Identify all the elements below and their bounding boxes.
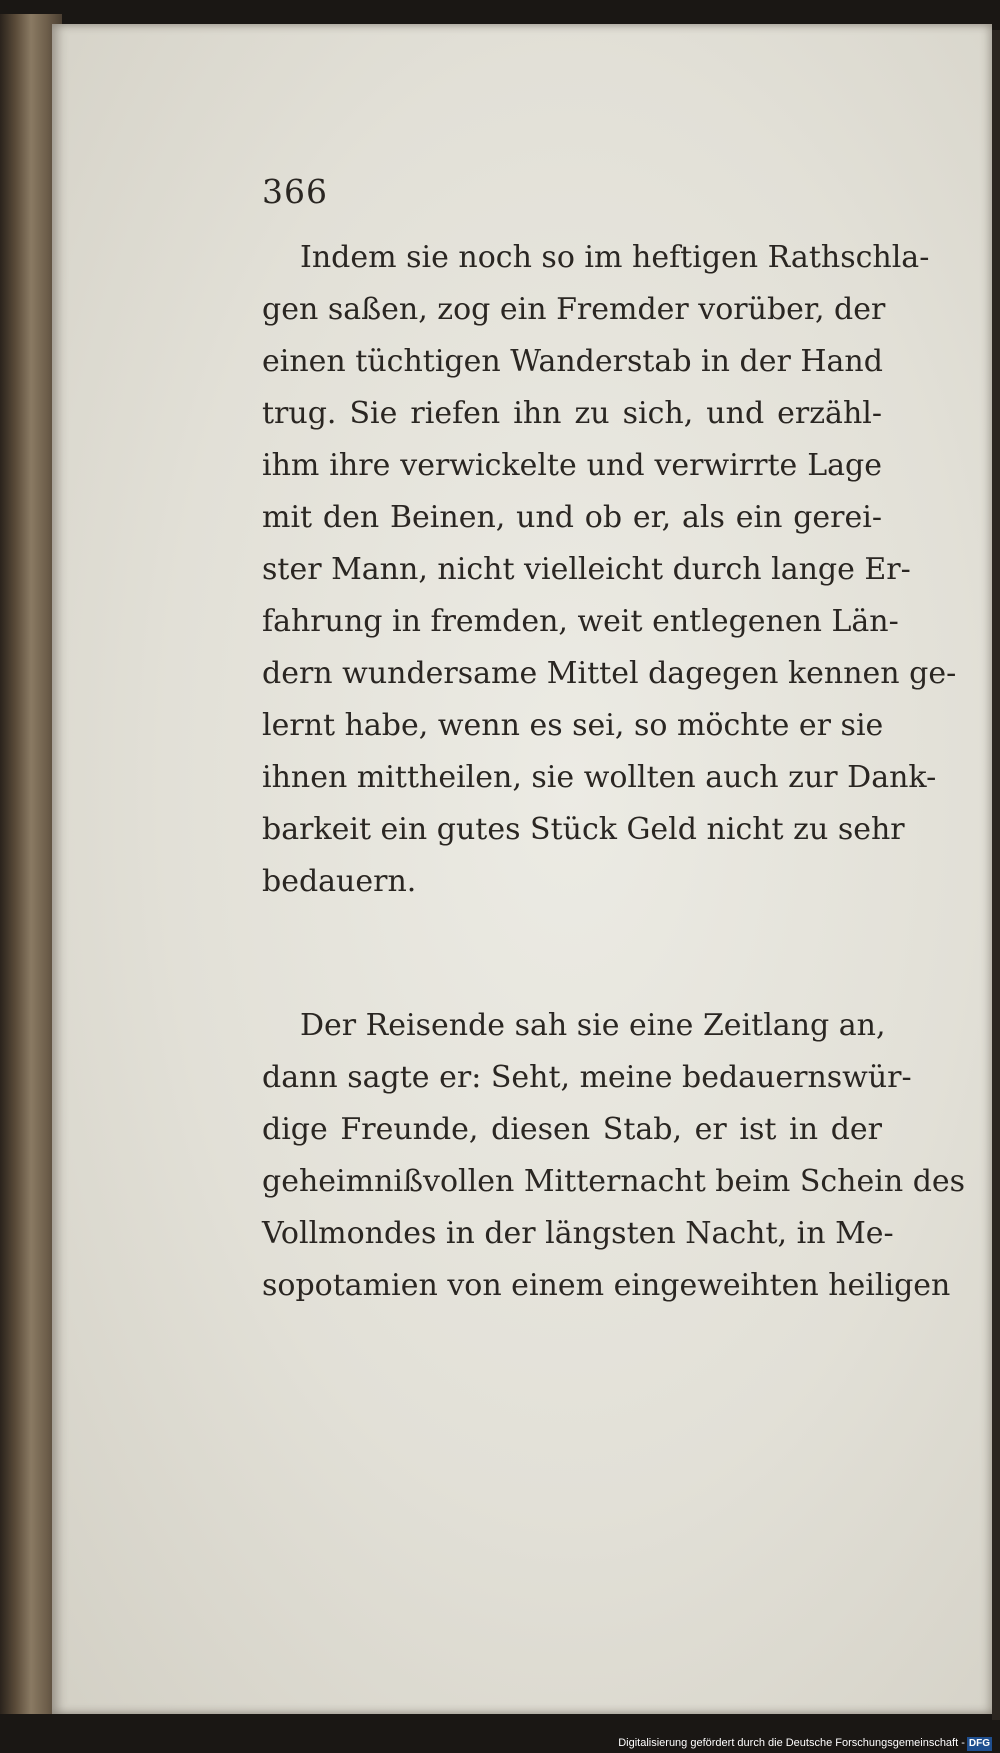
digitization-credit bbox=[618, 1736, 992, 1751]
text-line: einen tüchtigen Wanderstab in der Hand bbox=[262, 344, 883, 379]
scan-border bbox=[992, 30, 1000, 1720]
text-line: geheimnißvollen Mitternacht beim Schein des bbox=[262, 1164, 966, 1199]
paragraph-2 bbox=[262, 1000, 966, 1312]
text-line: Vollmondes in der längsten Nacht, in Me- bbox=[262, 1216, 894, 1251]
text-line: ihm ihre verwickelte und verwirrte Lage bbox=[262, 448, 882, 483]
text-line: lernt habe, wenn es sei, so möchte er sie bbox=[262, 708, 884, 743]
page-number: 366 bbox=[262, 172, 328, 211]
text-line: dige Freunde, diesen Stab, er ist in der bbox=[262, 1112, 882, 1147]
body-text bbox=[262, 232, 966, 1312]
text-line: fahrung in fremden, weit entlegenen Län- bbox=[262, 604, 899, 639]
paragraph-1 bbox=[262, 232, 957, 908]
dfg-logo: DFG bbox=[968, 1738, 990, 1749]
text-line: ster Mann, nicht vielleicht durch lange Er- bbox=[262, 552, 911, 587]
text-line: mit den Beinen, und ob er, als ein gerei- bbox=[262, 500, 882, 535]
text-line: Indem sie noch so im heftigen Rathschla- bbox=[300, 240, 930, 275]
text-line: Der Reisende sah sie eine Zeitlang an, bbox=[300, 1008, 886, 1043]
text-line: trug. Sie riefen ihn zu sich, und erzähl- bbox=[262, 396, 882, 431]
text-line: bedauern. bbox=[262, 864, 417, 899]
credit-text: Digitalisierung gefördert durch die Deutsche Forschungsgemeinschaft - bbox=[618, 1737, 965, 1749]
text-line: barkeit ein gutes Stück Geld nicht zu sehr bbox=[262, 812, 905, 847]
paragraph-gap bbox=[262, 908, 882, 1000]
text-line: dann sagte er: Seht, meine bedauernswür- bbox=[262, 1060, 912, 1095]
text-line: ihnen mittheilen, sie wollten auch zur Dank- bbox=[262, 760, 937, 795]
text-line: sopotamien von einem eingeweihten heiligen bbox=[262, 1268, 951, 1303]
text-line: gen saßen, zog ein Fremder vorüber, der bbox=[262, 292, 886, 327]
text-line: dern wundersame Mittel dagegen kennen ge- bbox=[262, 656, 957, 691]
